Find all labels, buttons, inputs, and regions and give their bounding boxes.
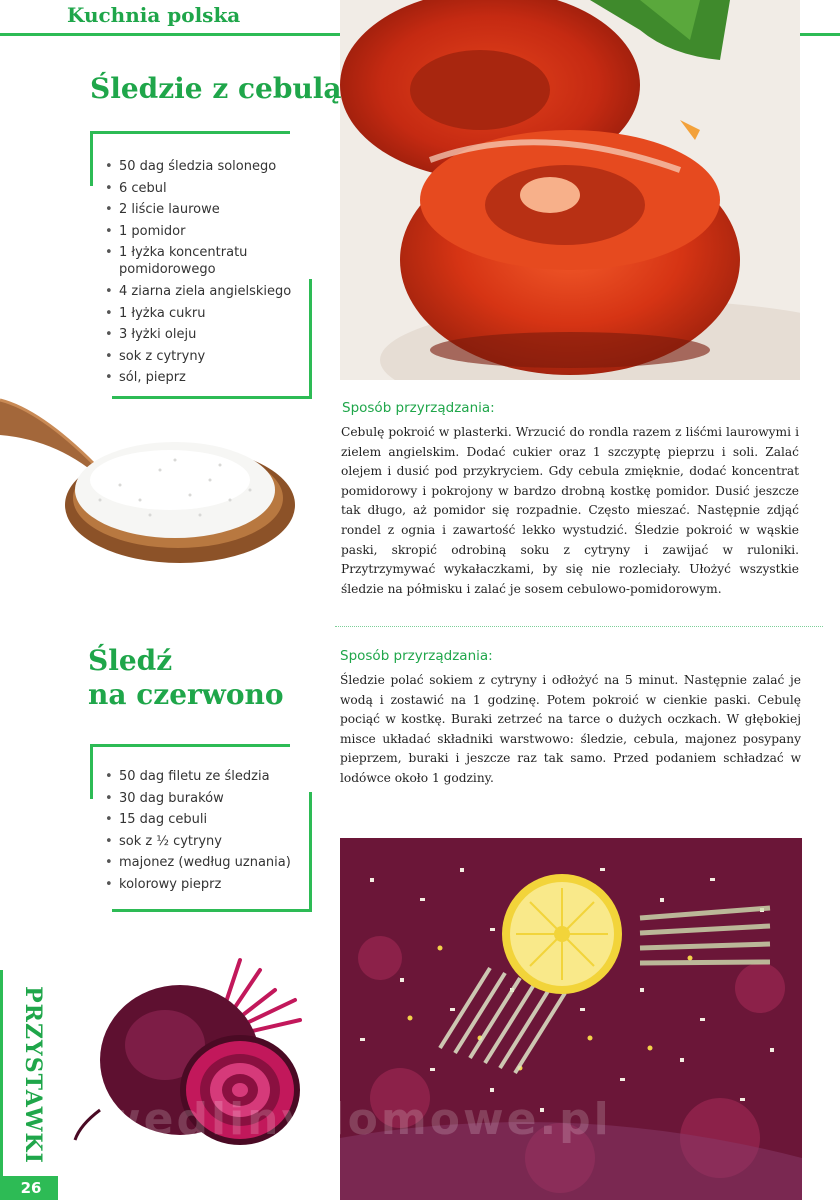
recipe-title-line1: Śledź — [88, 644, 173, 677]
ingredient-item: • 3 łyżki oleju — [105, 326, 305, 343]
method-text: Śledzie polać sokiem z cytryny i odłożyć na 5 minut. Następnie zalać je wodą i zostawić na 1 godzinę. Potem pokroić w cienkie paski. Cebulę pociąć w kostkę. Buraki zetrzeć na tarce o dużych oczkach. W głębokiej misce układać składniki warstwowo: śledzie, cebula, majonez posypany pieprzem, buraki i jeszcze raz tak samo. Przed podaniem schładzać w lodówce około 1 godziny. — [340, 673, 801, 785]
ingredients-list — [105, 158, 305, 391]
ingredient-item: • 50 dag filetu ze śledzia — [105, 768, 305, 785]
ingredient-item: • sok z ½ cytryny — [105, 833, 305, 850]
ingredient-item: • 1 pomidor — [105, 223, 305, 240]
ingredient-item: • 1 łyżka koncentratu pomidorowego — [105, 244, 305, 278]
ingredient-item: • sok z cytryny — [105, 348, 305, 365]
recipe-title: Śledzie z cebulą — [90, 72, 342, 105]
ingredients-list — [105, 768, 305, 898]
page-number: 26 — [0, 1176, 58, 1200]
section-label: PRZYSTAWKI — [20, 986, 46, 1164]
ingredient-item: • 1 łyżka cukru — [105, 305, 305, 322]
method-heading: Sposób przyrządzania: — [342, 400, 495, 416]
beet-herring-salad-photo — [340, 838, 802, 1200]
ingredient-item: • sól, pieprz — [105, 369, 305, 386]
ingredient-item: • 2 liście laurowe — [105, 201, 305, 218]
method-text: Cebulę pokroić w plasterki. Wrzucić do rondla razem z liśćmi laurowymi i zielem angielskim. Dodać cukier oraz 1 szczyptę pieprzu i soli. Zalać olejem i dusić pod przykryciem. Gdy cebula zmięknie, dodać koncentrat pomidorowy i pokrojony w bardzo drobną kostkę pomidor. Dusić jeszcze tak długo, aż pomidor się rozpadnie. Często mieszać. Następnie zdjąć rondel z ognia i zawartość lekko wystudzić. Śledzie pokroić w wąskie paski, skropić odrobiną soku z cytryny i zawijać w ruloniki. Przytrzymywać wykałaczkami, by się nie rozleciały. Ułożyć wszystkie śledzie na półmisku i zalać je sosem cebulowo-pomidorowym. — [341, 425, 799, 596]
ingredient-item: • 30 dag buraków — [105, 790, 305, 807]
ingredient-item: • kolorowy pieprz — [105, 876, 305, 893]
recipe-title — [88, 644, 284, 712]
section-divider — [335, 626, 823, 627]
ingredients-box — [90, 744, 312, 912]
watermark: wedlinydomowe.pl — [100, 1094, 612, 1145]
header-rule-right — [800, 33, 840, 36]
herring-rolls-photo — [340, 0, 800, 380]
ingredient-item: • 6 cebul — [105, 180, 305, 197]
method-heading: Sposób przyrządzania: — [340, 648, 493, 664]
ingredient-item: • majonez (według uznania) — [105, 854, 305, 871]
sugar-spoon-photo — [0, 390, 300, 590]
ingredient-item: • 4 ziarna ziela angielskiego — [105, 283, 305, 300]
chapter-title: Kuchnia polska — [67, 3, 241, 27]
header-rule — [0, 33, 340, 36]
section-side-bar — [0, 970, 3, 1200]
ingredient-item: • 50 dag śledzia solonego — [105, 158, 305, 175]
ingredients-box — [90, 131, 312, 399]
recipe-title-line2: na czerwono — [88, 678, 284, 711]
ingredient-item: • 15 dag cebuli — [105, 811, 305, 828]
